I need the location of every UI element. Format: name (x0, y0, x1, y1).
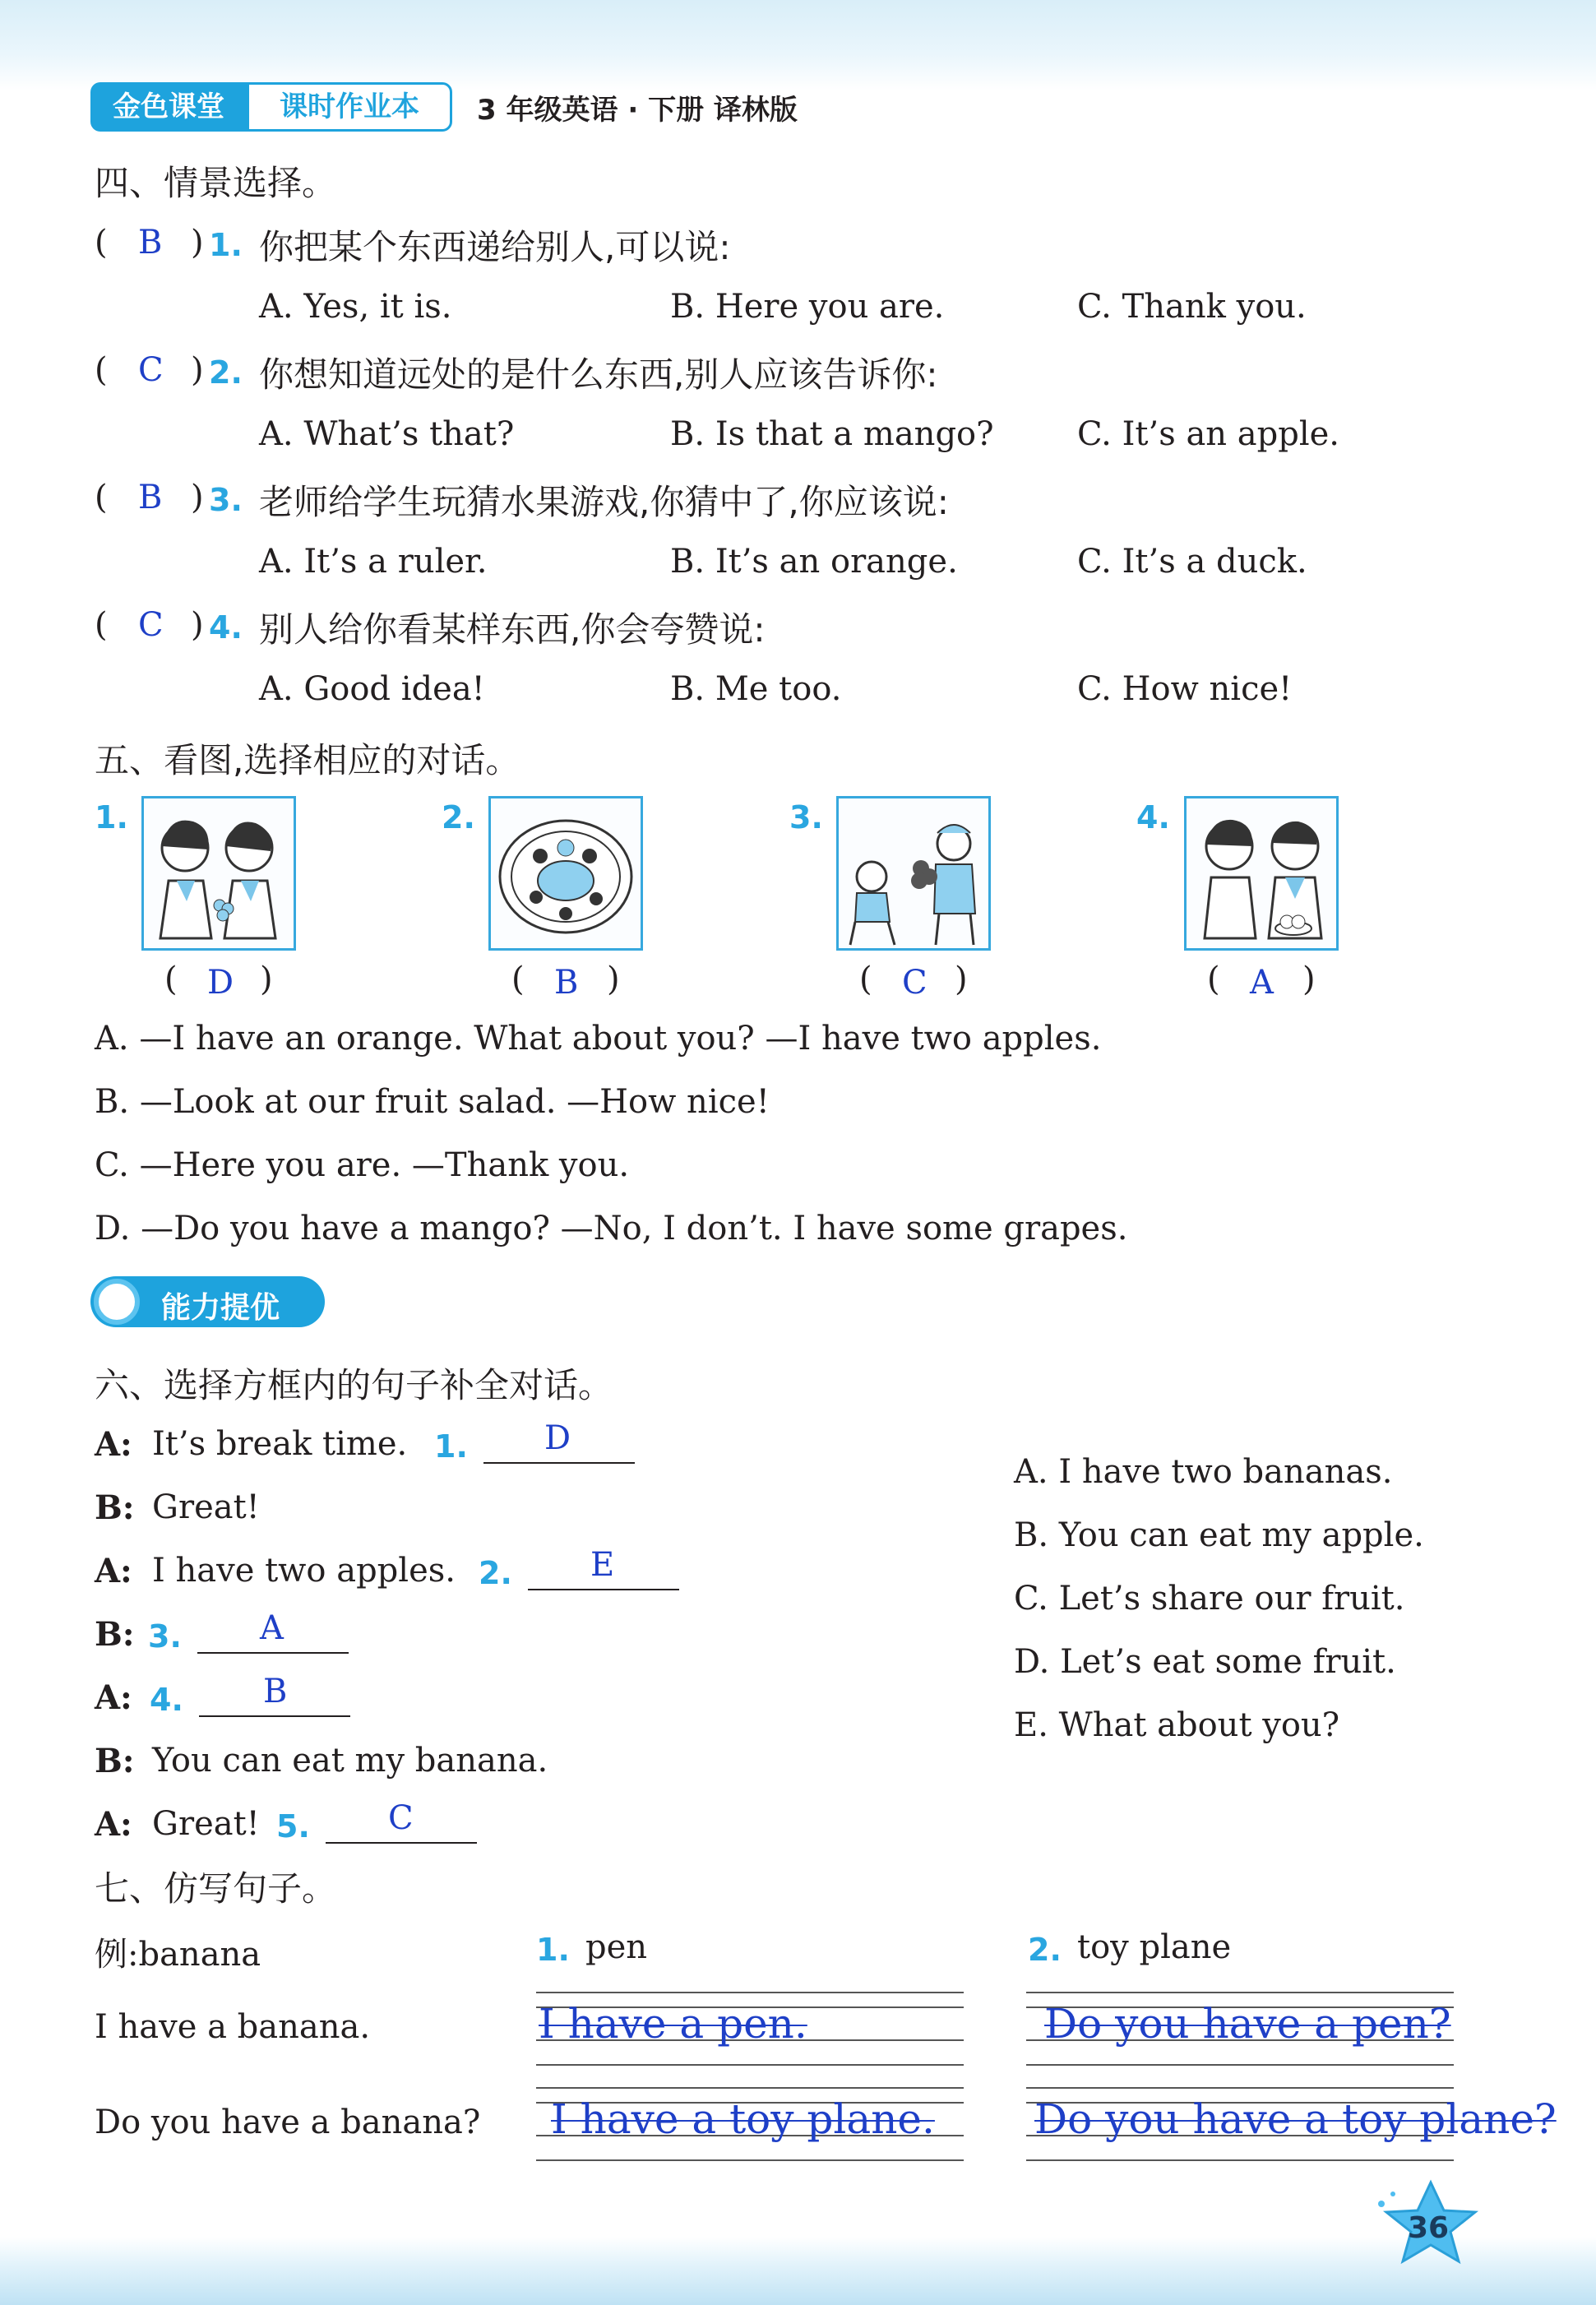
answer-paren-open: ( (95, 606, 108, 644)
picture-number: 2. (442, 799, 475, 835)
target-icon (94, 1279, 140, 1325)
question-text: 你想知道远处的是什么东西,别人应该告诉你: (259, 354, 938, 395)
writing-line (1026, 2087, 1454, 2089)
blank-number: 5. (276, 1808, 310, 1844)
blank-answer: C (388, 1799, 414, 1837)
top-decor-band (0, 0, 1596, 90)
q2-number: 2. (1028, 1932, 1062, 1968)
section5-title: 五、看图,选择相应的对话。 (95, 740, 520, 780)
picture-answer: A (1250, 964, 1274, 1002)
box-option-b: B. You can eat my apple. (1014, 1516, 1424, 1554)
picture-two-girls-grapes (141, 796, 296, 951)
question-number: 4. (209, 609, 243, 646)
book-title: 3 年级英语 · 下册 译林版 (477, 94, 798, 127)
answer-paren-open: ( (95, 479, 108, 516)
answer-paren-close: ) (191, 606, 204, 644)
line-text: It’s break time. (152, 1425, 408, 1463)
series-label: 课时作业本 (247, 82, 452, 132)
picture-answer-open: ( (1207, 960, 1220, 998)
line-text: Great! (152, 1488, 260, 1526)
picture-answer: B (554, 964, 579, 1002)
picture-answer-open: ( (859, 960, 872, 998)
picture-two-boys-fruit (1184, 796, 1339, 951)
blank-number: 3. (148, 1618, 182, 1655)
question-text: 你把某个东西递给别人,可以说: (259, 227, 731, 267)
answer-paren-open: ( (95, 351, 108, 389)
option-c: C. Thank you. (1077, 288, 1307, 326)
option-c: C. How nice! (1077, 670, 1293, 708)
q1-word: pen (585, 1928, 648, 1966)
speaker: B: (95, 1742, 135, 1780)
speaker: A: (95, 1552, 132, 1590)
dialogue-option-b: B. —Look at our fruit salad. —How nice! (95, 1083, 770, 1121)
option-b: B. Is that a mango? (670, 415, 994, 453)
handwritten-answer-2: Do you have a pen? (1044, 2000, 1451, 2048)
picture-answer-open: ( (164, 960, 178, 998)
example-sentence-2: Do you have a banana? (95, 2104, 481, 2141)
answer-paren-open: ( (95, 224, 108, 262)
section4-title: 四、情景选择。 (95, 163, 337, 203)
question-number: 3. (209, 482, 243, 518)
picture-answer-close: ) (607, 960, 620, 998)
writing-line (536, 2064, 964, 2066)
answer-value: C (138, 606, 164, 644)
question-text: 老师给学生玩猜水果游戏,你猜中了,你应该说: (259, 482, 949, 522)
option-b: B. It’s an orange. (670, 543, 958, 581)
writing-line (1026, 2064, 1454, 2066)
section7-title: 七、仿写句子。 (95, 1868, 337, 1909)
dialogue-option-d: D. —Do you have a mango? —No, I don’t. I have some grapes. (95, 1210, 1128, 1247)
writing-line (1026, 1992, 1454, 1993)
speaker: B: (95, 1488, 135, 1527)
question-number: 2. (209, 354, 243, 391)
writing-line (536, 2159, 964, 2161)
picture-boys-handing (836, 796, 991, 951)
box-option-c: C. Let’s share our fruit. (1014, 1580, 1405, 1618)
option-a: A. Good idea! (259, 670, 485, 708)
writing-line (1026, 2159, 1454, 2161)
writing-line (536, 2087, 964, 2089)
example-word: 例:banana (95, 1936, 261, 1974)
blank-answer: A (260, 1609, 284, 1647)
line-text: I have two apples. (152, 1552, 456, 1590)
answer-paren-close: ) (191, 479, 204, 516)
line-text: You can eat my banana. (152, 1742, 548, 1780)
option-b: B. Here you are. (670, 288, 945, 326)
blank-answer: D (544, 1419, 571, 1457)
speaker: A: (95, 1805, 132, 1844)
answer-value: B (138, 479, 163, 516)
option-c: C. It’s an apple. (1077, 415, 1340, 453)
speaker: A: (95, 1425, 132, 1464)
picture-answer-close: ) (955, 960, 968, 998)
q1-number: 1. (536, 1932, 570, 1968)
q2-word: toy plane (1077, 1928, 1232, 1966)
writing-line (536, 1992, 964, 1993)
box-option-d: D. Let’s eat some fruit. (1014, 1643, 1396, 1681)
option-a: A. It’s a ruler. (259, 543, 488, 581)
speaker: B: (95, 1615, 135, 1654)
box-option-a: A. I have two bananas. (1014, 1453, 1393, 1491)
blank-number: 4. (150, 1682, 183, 1718)
picture-answer: D (207, 964, 234, 1002)
blank-answer: E (590, 1546, 615, 1584)
blank-answer: B (263, 1673, 288, 1710)
example-sentence-1: I have a banana. (95, 2008, 371, 2046)
page-number: 36 (1408, 2211, 1450, 2245)
option-c: C. It’s a duck. (1077, 543, 1307, 581)
blank-number: 2. (479, 1555, 512, 1591)
answer-value: C (138, 351, 164, 389)
dialogue-option-c: C. —Here you are. —Thank you. (95, 1146, 630, 1184)
picture-number: 3. (789, 799, 823, 835)
option-a: A. What’s that? (259, 415, 515, 453)
answer-paren-close: ) (191, 224, 204, 262)
line-text: Great! (152, 1805, 260, 1843)
handwritten-answer-3: I have a toy plane. (551, 2095, 935, 2143)
picture-answer-close: ) (260, 960, 273, 998)
bottom-decor-band (0, 2237, 1596, 2305)
blank-number: 1. (434, 1428, 468, 1465)
handwritten-answer-1: I have a pen. (539, 2000, 807, 2048)
question-number: 1. (209, 227, 243, 263)
picture-answer: C (902, 964, 928, 1002)
question-text: 别人给你看某样东西,你会夸赞说: (259, 609, 766, 650)
picture-fruit-salad (488, 796, 643, 951)
handwritten-answer-4: Do you have a toy plane? (1034, 2095, 1557, 2143)
dialogue-option-a: A. —I have an orange. What about you? —I have two apples. (95, 1020, 1102, 1058)
answer-paren-close: ) (191, 351, 204, 389)
picture-answer-open: ( (511, 960, 525, 998)
brand-label: 金色课堂 (90, 82, 247, 132)
answer-value: B (138, 224, 163, 262)
speaker: A: (95, 1678, 132, 1717)
picture-number: 4. (1136, 799, 1170, 835)
ability-badge (90, 1276, 325, 1327)
picture-answer-close: ) (1302, 960, 1316, 998)
section6-title: 六、选择方框内的句子补全对话。 (95, 1365, 613, 1405)
badge-label: 能力提优 (161, 1291, 280, 1325)
option-a: A. Yes, it is. (259, 288, 452, 326)
option-b: B. Me too. (670, 670, 842, 708)
picture-number: 1. (95, 799, 128, 835)
box-option-e: E. What about you? (1014, 1706, 1340, 1744)
